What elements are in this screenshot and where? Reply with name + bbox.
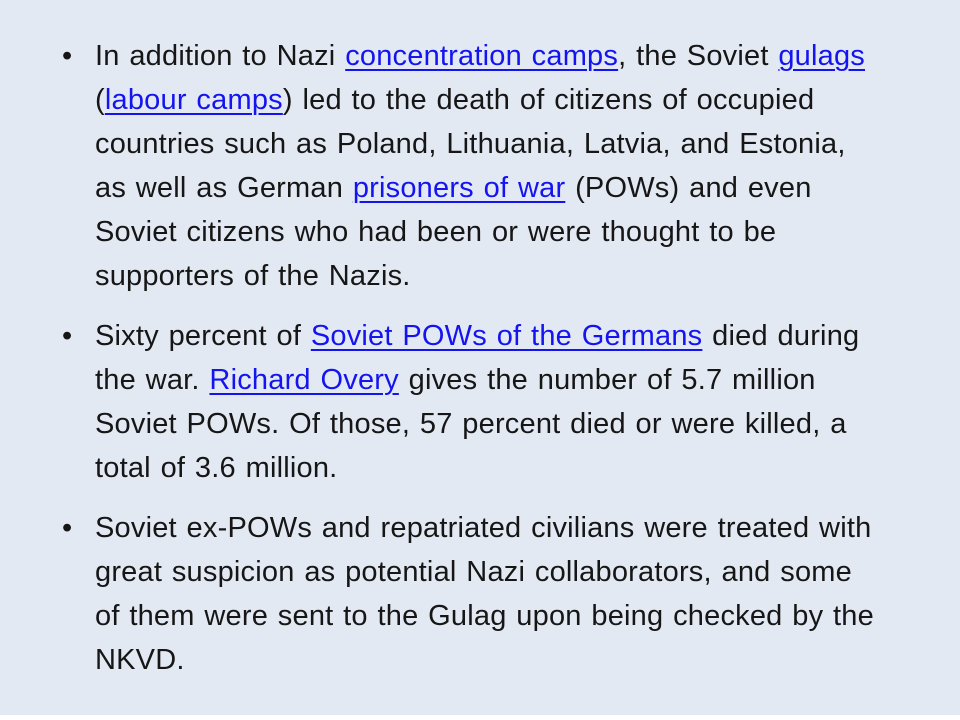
bullet-marker-icon: • (62, 512, 73, 544)
bullet-text (95, 314, 885, 490)
hyperlink-soviet-pows-of-the-germans[interactable]: Soviet POWs of the Germans (310, 320, 703, 352)
bullet-marker-icon: • (62, 40, 73, 72)
text-segment: Sixty percent of (95, 320, 311, 352)
text-segment: died during the war. (95, 320, 860, 396)
bullet-item-2 (62, 314, 885, 490)
text-segment: gives the number of 5.7 million Soviet POWs. Of those, 57 percent died or were killed, a total of 3.6 million. (95, 364, 847, 484)
bullet-text (95, 506, 885, 682)
bullet-marker-icon: • (62, 320, 73, 352)
text-segment: , the Soviet (618, 40, 779, 72)
text-segment: ) led to the death of citizens of occupied countries such as Poland, Lithuania, Latvia, and Estonia, as well as German (95, 84, 846, 204)
slide-bottom-margin (0, 715, 960, 720)
bullet-item-3 (62, 506, 885, 682)
text-segment: Soviet ex-POWs and repatriated civilians were treated with great suspicion as potential Nazi collaborators, and some of them were sent to the Gulag upon being checked by the NKVD. (95, 512, 874, 676)
bullet-text (95, 34, 885, 298)
hyperlink-labour-camps[interactable]: labour camps (104, 84, 283, 116)
hyperlink-richard-overy[interactable]: Richard Overy (209, 364, 399, 396)
hyperlink-prisoners-of-war[interactable]: prisoners of war (352, 172, 566, 204)
bullet-item-1 (62, 34, 885, 298)
text-segment: In addition to Nazi (95, 40, 346, 72)
text-segment: ( (95, 84, 105, 116)
hyperlink-gulags[interactable]: gulags (778, 40, 866, 72)
text-segment: (POWs) and even Soviet citizens who had been or were thought to be supporters of the Nazis. (95, 172, 812, 292)
hyperlink-concentration-camps[interactable]: concentration camps (345, 40, 619, 72)
